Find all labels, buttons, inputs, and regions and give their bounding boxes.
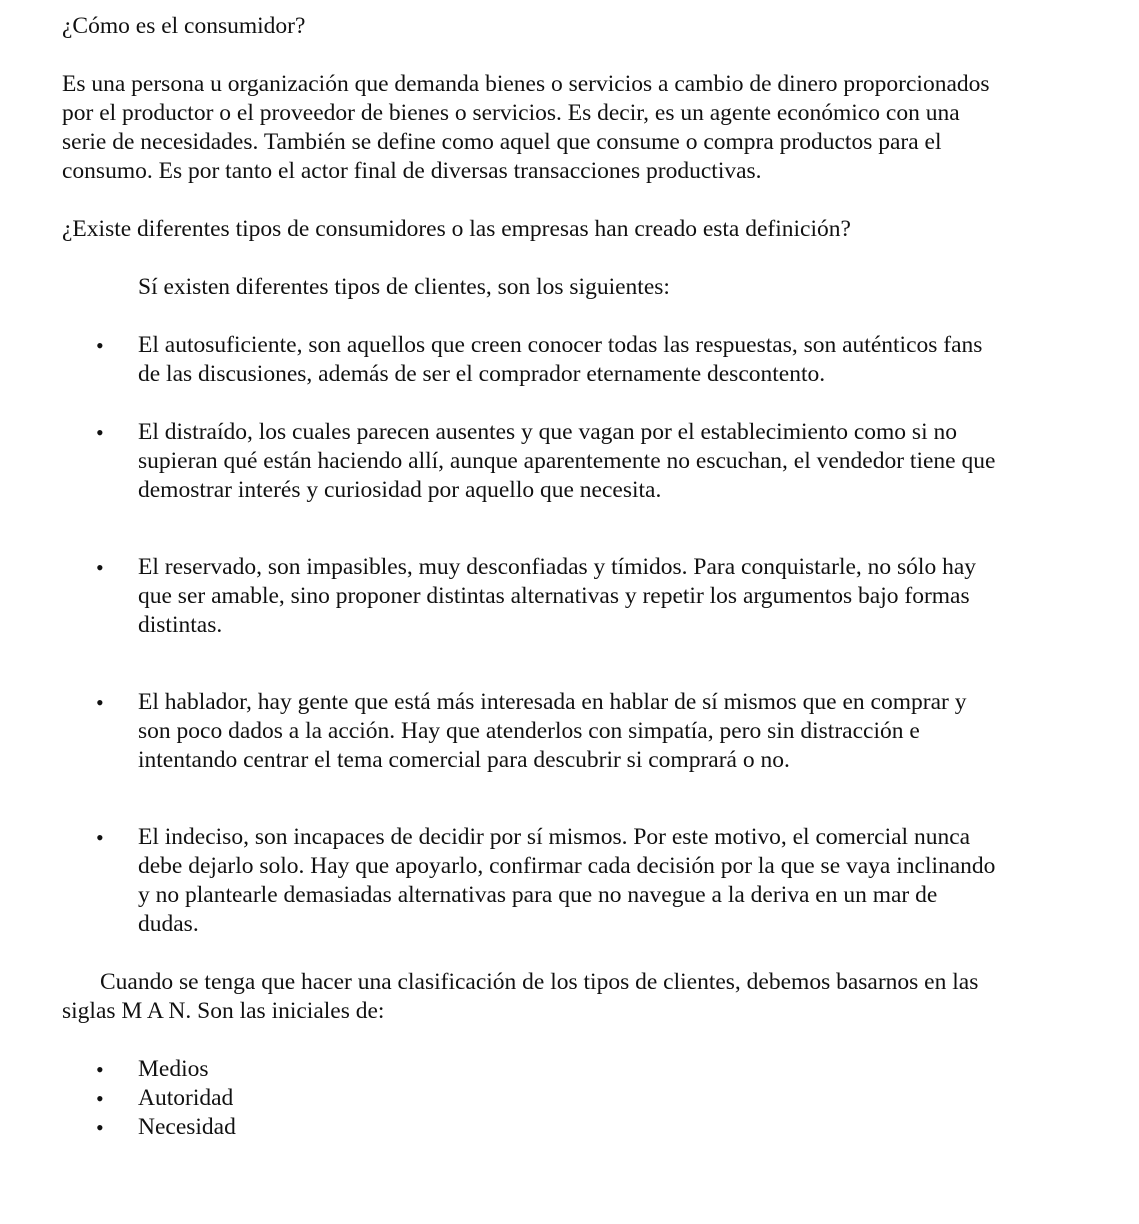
types-intro: Sí existen diferentes tipos de clientes, son los siguientes:	[138, 274, 670, 300]
bullet-icon: •	[96, 1115, 104, 1140]
man-list	[62, 1055, 1002, 1142]
bullet-icon: •	[96, 555, 104, 580]
list-item	[62, 418, 1002, 505]
list-item	[62, 331, 1002, 389]
consumer-definition-paragraph: Es una persona u organización que demanda bienes o servicios a cambio de dinero proporcionados por el productor o el proveedor de bienes o servicios. Es decir, es un agente económico con una serie de necesidades. También se define como aquel que consume o compra productos para el consumo. Es por tanto el actor final de diversas transacciones productivas.	[62, 71, 990, 184]
list-item-text: El indeciso, son incapaces de decidir por sí mismos. Por este motivo, el comercial nunca debe dejarlo solo. Hay que apoyarlo, confirmar cada decisión por la que se vaya inclinando y no plantearle demasiadas alternativas para que no navegue a la deriva en un mar de dudas.	[138, 824, 996, 937]
bullet-icon: •	[96, 333, 104, 358]
man-classification-paragraph: Cuando se tenga que hacer una clasificación de los tipos de clientes, debemos basarnos en las siglas M A N. Son las iniciales de:	[62, 969, 979, 1024]
question-consumer: ¿Cómo es el consumidor?	[62, 13, 306, 39]
consumer-types-list	[62, 331, 1002, 939]
list-item-text: El reservado, son impasibles, muy desconfiadas y tímidos. Para conquistarle, no sólo hay que ser amable, sino proponer distintas alternativas y repetir los argumentos bajo formas distintas.	[138, 554, 977, 638]
list-item-text: Necesidad	[138, 1114, 236, 1140]
list-item	[62, 688, 1002, 775]
list-item-text: El distraído, los cuales parecen ausentes y que vagan por el establecimiento como si no supieran qué están haciendo allí, aunque aparentemente no escuchan, el vendedor tiene que demostrar interés y curiosidad por aquello que necesita.	[138, 419, 996, 503]
list-item-text: El autosuficiente, son aquellos que creen conocer todas las respuestas, son auténticos fans de las discusiones, además de ser el comprador eternamente descontento.	[138, 332, 983, 387]
list-item	[62, 1055, 1002, 1084]
list-item	[62, 1084, 1002, 1113]
bullet-icon: •	[96, 690, 104, 715]
list-item	[62, 823, 1002, 939]
list-item-text: Medios	[138, 1056, 209, 1082]
question-consumer-types: ¿Existe diferentes tipos de consumidores o las empresas han creado esta definición?	[62, 216, 851, 242]
list-item	[62, 1113, 1002, 1142]
list-item	[62, 553, 1002, 640]
bullet-icon: •	[96, 420, 104, 445]
bullet-icon: •	[96, 825, 104, 850]
bullet-icon: •	[96, 1057, 104, 1082]
list-item-text: Autoridad	[138, 1085, 234, 1111]
document-page	[62, 12, 1002, 1142]
bullet-icon: •	[96, 1086, 104, 1111]
list-item-text: El hablador, hay gente que está más interesada en hablar de sí mismos que en comprar y son poco dados a la acción. Hay que atenderlos con simpatía, pero sin distracción e intentando centrar el tema comercial para descubrir si comprará o no.	[138, 689, 967, 773]
